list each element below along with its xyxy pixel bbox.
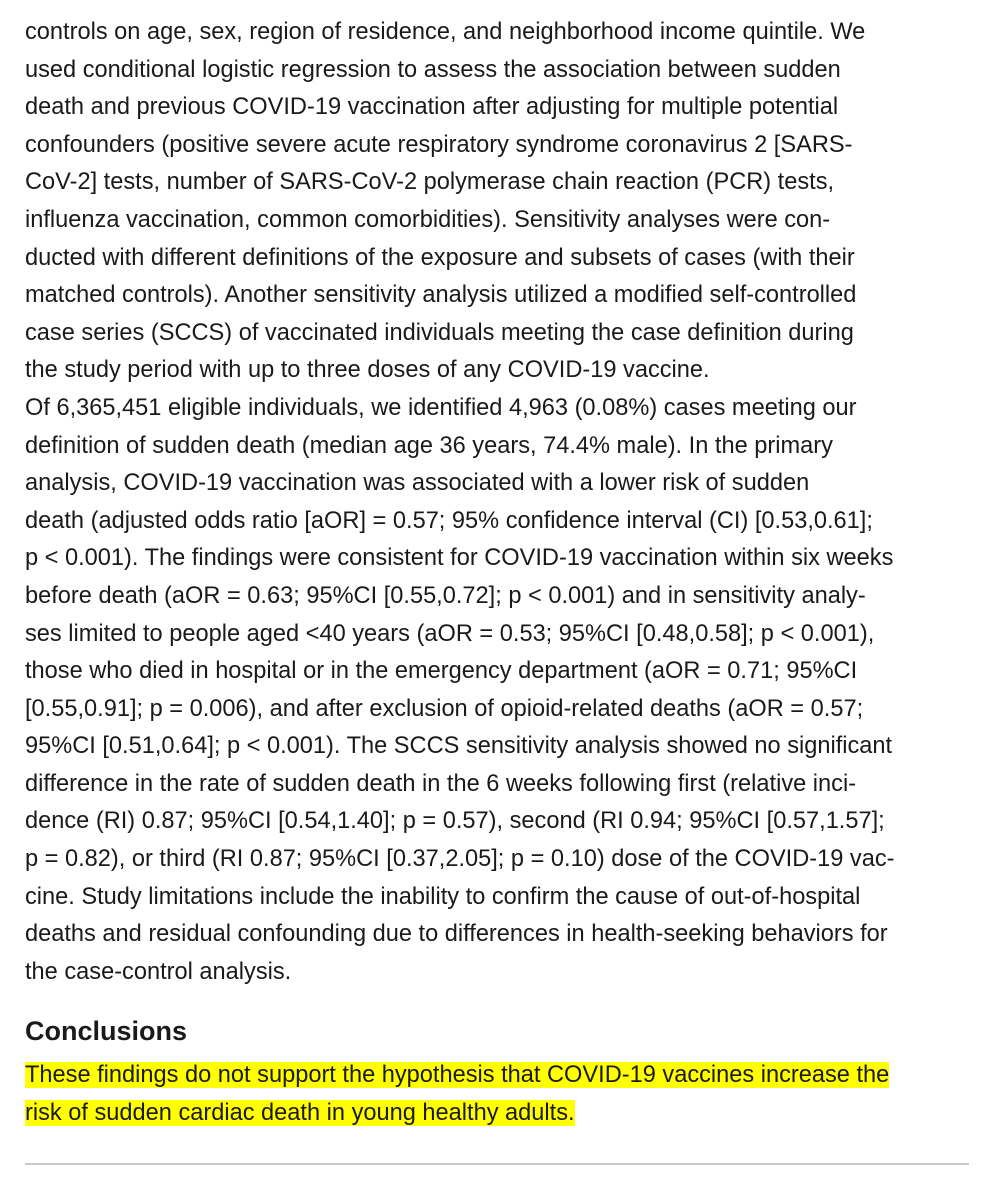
highlighted-conclusion-line: These findings do not support the hypothesis that COVID-19 vaccines increase the xyxy=(25,1062,890,1089)
conclusions-heading: Conclusions xyxy=(25,1016,188,1047)
results-line: p = 0.82), or third (RI 0.87; 95%CI [0.37,2.05]; p = 0.10) dose of the COVID-19 vac- xyxy=(25,846,895,873)
methods-paragraph xyxy=(25,14,975,390)
results-line: those who died in hospital or in the emergency department (aOR = 0.71; 95%CI xyxy=(25,658,858,685)
methods-line: matched controls). Another sensitivity analysis utilized a modified self-controlled xyxy=(25,282,857,309)
results-line: p < 0.001). The findings were consistent for COVID-19 vaccination within six weeks xyxy=(25,545,894,572)
section-divider xyxy=(25,1163,969,1165)
results-line: death (adjusted odds ratio [aOR] = 0.57; 95% confidence interval (CI) [0.53,0.61]; xyxy=(25,507,873,534)
results-line: difference in the rate of sudden death in the 6 weeks following first (relative inci- xyxy=(25,770,857,797)
results-line: the case-control analysis. xyxy=(25,958,292,985)
results-line: dence (RI) 0.87; 95%CI [0.54,1.40]; p = 0.57), second (RI 0.94; 95%CI [0.57,1.57]; xyxy=(25,808,885,835)
methods-line: used conditional logistic regression to assess the association between sudden xyxy=(25,56,841,83)
methods-line: influenza vaccination, common comorbidities). Sensitivity analyses were con- xyxy=(25,206,831,233)
highlighted-conclusion-line: risk of sudden cardiac death in young healthy adults. xyxy=(25,1100,575,1127)
methods-line: confounders (positive severe acute respiratory syndrome coronavirus 2 [SARS- xyxy=(25,131,853,158)
results-paragraph xyxy=(25,390,975,992)
methods-line: death and previous COVID-19 vaccination after adjusting for multiple potential xyxy=(25,94,839,121)
abstract-page xyxy=(25,14,975,1133)
results-line: [0.55,0.91]; p = 0.006), and after exclusion of opioid-related deaths (aOR = 0.57; xyxy=(25,695,864,722)
results-line: 95%CI [0.51,0.64]; p < 0.001). The SCCS sensitivity analysis showed no significant xyxy=(25,733,893,760)
results-line: definition of sudden death (median age 36 years, 74.4% male). In the primary xyxy=(25,432,833,459)
results-line: deaths and residual confounding due to differences in health-seeking behaviors for xyxy=(25,921,888,948)
results-line: Of 6,365,451 eligible individuals, we identified 4,963 (0.08%) cases meeting our xyxy=(25,394,857,421)
results-line: analysis, COVID-19 vaccination was associated with a lower risk of sudden xyxy=(25,470,810,497)
results-line: ses limited to people aged <40 years (aOR = 0.53; 95%CI [0.48,0.58]; p < 0.001), xyxy=(25,620,875,647)
results-line: before death (aOR = 0.63; 95%CI [0.55,0.72]; p < 0.001) and in sensitivity analy- xyxy=(25,582,866,609)
methods-line: CoV-2] tests, number of SARS-CoV-2 polymerase chain reaction (PCR) tests, xyxy=(25,169,835,196)
results-line: cine. Study limitations include the inability to confirm the cause of out-of-hospital xyxy=(25,883,861,910)
methods-line: ducted with different definitions of the exposure and subsets of cases (with their xyxy=(25,244,855,271)
conclusions-paragraph xyxy=(25,1057,975,1132)
methods-line: case series (SCCS) of vaccinated individuals meeting the case definition during xyxy=(25,319,854,346)
methods-line: the study period with up to three doses of any COVID-19 vaccine. xyxy=(25,357,710,384)
methods-line: controls on age, sex, region of residence, and neighborhood income quintile. We xyxy=(25,19,866,45)
